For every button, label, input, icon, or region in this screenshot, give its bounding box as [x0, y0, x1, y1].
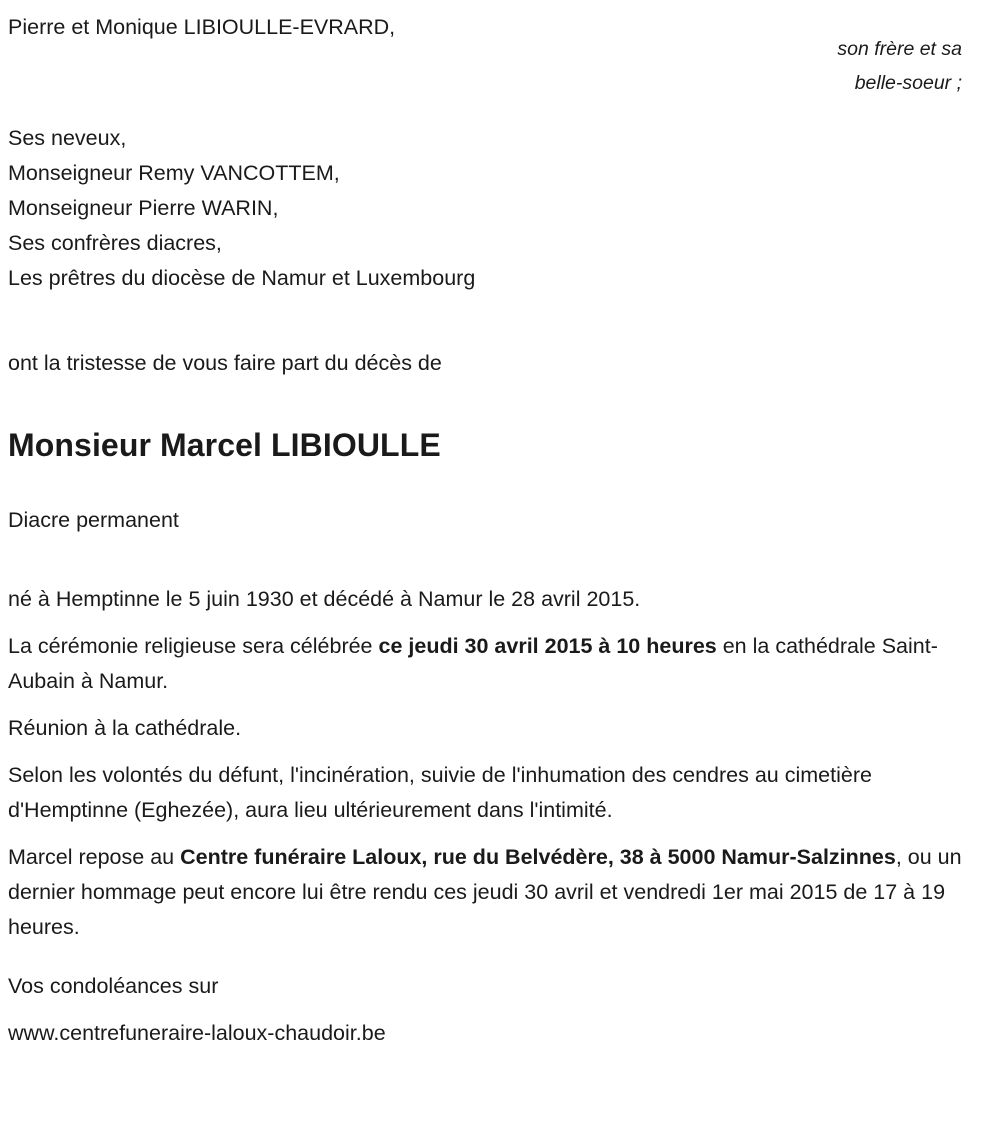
funeral-home-address: Centre funéraire Laloux, rue du Belvédère, 38 à 5000 Namur-Salzinnes	[180, 845, 896, 869]
ceremony-prefix: La cérémonie religieuse sera célébrée	[8, 634, 379, 658]
mourner-line-vancottem: Monseigneur Remy VANCOTTEM,	[8, 161, 340, 185]
resting-paragraph	[8, 840, 966, 945]
mourners-list	[8, 121, 966, 296]
condolences-label: Vos condoléances sur	[8, 974, 219, 998]
ceremony-datetime: ce jeudi 30 avril 2015 à 10 heures	[378, 634, 717, 658]
gathering-line: Réunion à la cathédrale.	[8, 716, 242, 740]
ceremony-suffix: en la cathédrale Saint-Aubain à Namur.	[8, 634, 938, 693]
mourner-line-nephews: Ses neveux,	[8, 126, 127, 150]
ceremony-paragraph	[8, 629, 966, 699]
details-section	[8, 582, 966, 1051]
resting-prefix: Marcel repose au	[8, 845, 181, 869]
relationship-line-1: son frère et sa	[837, 38, 962, 60]
relationship-line-2: belle-soeur ;	[854, 72, 962, 94]
announcement-lead-in: ont la tristesse de vous faire part du décès de	[8, 351, 442, 375]
condolences-url[interactable]: www.centrefuneraire-laloux-chaudoir.be	[8, 1021, 386, 1045]
mourner-line-warin: Monseigneur Pierre WARIN,	[8, 196, 279, 220]
deceased-name: Monsieur Marcel LIBIOULLE	[8, 427, 441, 463]
resting-suffix: , ou un dernier hommage peut encore lui être rendu ces jeudi 30 avril et vendredi 1er mai 2015 de 17 à 19 heures.	[8, 845, 962, 939]
relationship-note	[542, 32, 962, 100]
mourner-line-priests: Les prêtres du diocèse de Namur et Luxembourg	[8, 266, 476, 290]
birth-death-line: né à Hemptinne le 5 juin 1930 et décédé à Namur le 28 avril 2015.	[8, 587, 641, 611]
mourner-line-deacons: Ses confrères diacres,	[8, 231, 222, 255]
header-section	[8, 10, 966, 102]
family-line: Pierre et Monique LIBIOULLE-EVRARD,	[8, 15, 396, 39]
cremation-paragraph: Selon les volontés du défunt, l'incinération, suivie de l'inhumation des cendres au cimetière d'Hemptinne (Eghezée), aura lieu ultérieurement dans l'intimité.	[8, 763, 872, 822]
deceased-role: Diacre permanent	[8, 508, 179, 532]
